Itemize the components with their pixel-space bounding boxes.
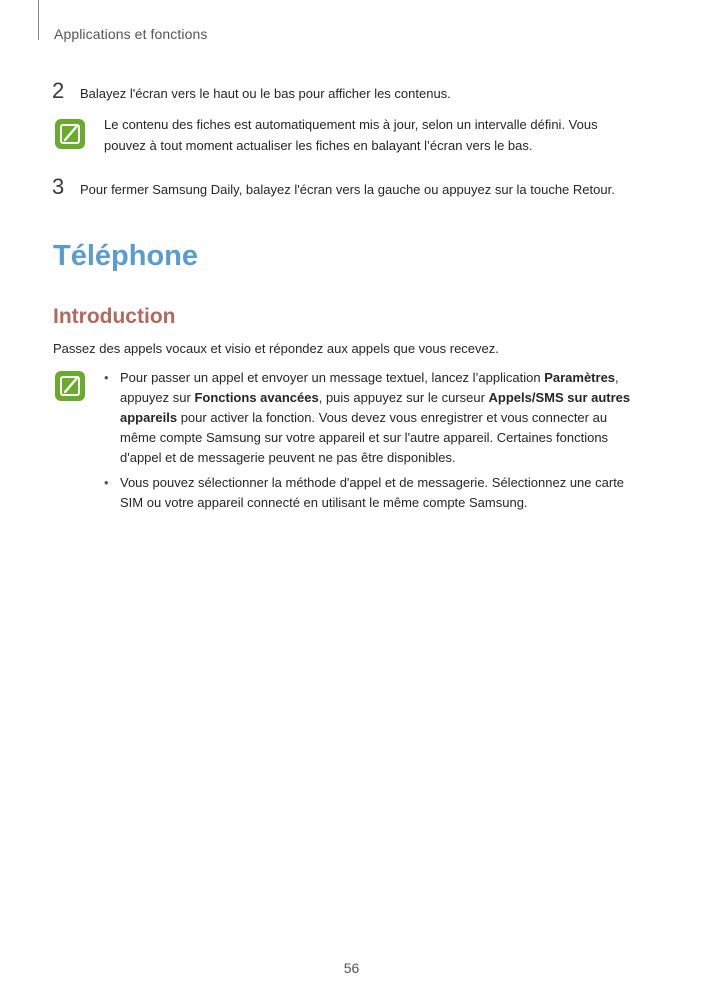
bullet-bold-text: Fonctions avancées bbox=[194, 390, 319, 405]
step-text: Balayez l'écran vers le haut ou le bas pour afficher les contenus. bbox=[80, 86, 451, 101]
intro-text: Passez des appels vocaux et visio et répondez aux appels que vous recevez. bbox=[53, 341, 499, 356]
bullet-text: Vous pouvez sélectionner la méthode d'appel et de messagerie. Sélectionnez une carte SIM ou votre appareil connecté en utilisant le même compte Samsung. bbox=[120, 475, 625, 510]
note-text bbox=[104, 114, 644, 156]
bullet-bold-text: Paramètres bbox=[544, 370, 616, 385]
list-item bbox=[104, 473, 644, 513]
step-number: 2 bbox=[52, 78, 65, 103]
step-3 bbox=[52, 176, 615, 198]
subsection-title: Introduction bbox=[53, 305, 176, 328]
note-line-1: Le contenu des fiches est automatiquement mis à jour, selon un intervalle défini. Vous bbox=[104, 117, 598, 132]
bullet-text: pour activer la fonction. Vous devez vous enregistrer et vous connecter au même compte Samsung sur votre appareil et sur l'autre appareil. Certaines fonctions d'appel et de messagerie peuvent ne pas être disponibles. bbox=[120, 410, 609, 465]
step-number: 3 bbox=[52, 174, 65, 199]
note-icon bbox=[54, 118, 86, 150]
bullet-bold-text: Appels/SMS sur autres appareils bbox=[120, 390, 631, 425]
page-number: 56 bbox=[343, 960, 360, 976]
bullet-glyph: • bbox=[104, 475, 109, 490]
header-section-title: Applications et fonctions bbox=[54, 26, 208, 42]
header-divider bbox=[38, 0, 39, 40]
note-bullet-list bbox=[104, 368, 644, 518]
step-2 bbox=[52, 80, 451, 102]
section-title: Téléphone bbox=[53, 240, 199, 272]
list-item bbox=[104, 368, 644, 468]
bullet-text: , appuyez sur bbox=[120, 370, 619, 405]
bullet-text: Pour passer un appel et envoyer un message textuel, lancez l’application bbox=[120, 370, 545, 385]
note-line-2: pouvez à tout moment actualiser les fiches en balayant l’écran vers le bas. bbox=[104, 138, 533, 153]
note-icon bbox=[54, 370, 86, 402]
step-text: Pour fermer Samsung Daily, balayez l'écran vers la gauche ou appuyez sur la touche Retour. bbox=[80, 182, 615, 197]
bullet-text: , puis appuyez sur le curseur bbox=[318, 390, 489, 405]
bullet-glyph: • bbox=[104, 370, 109, 385]
